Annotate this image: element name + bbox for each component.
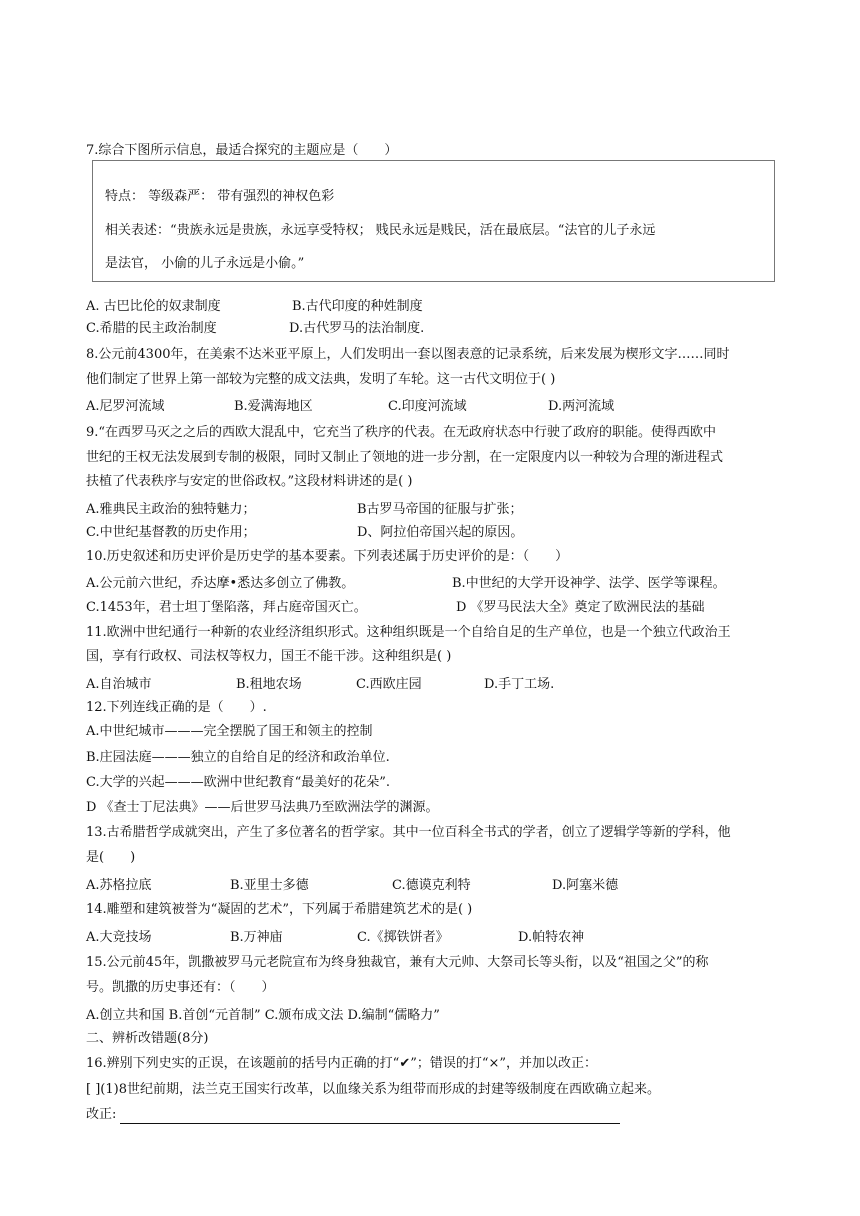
q9-option-a: A.雅典民主政治的独特魅力； <box>86 502 256 517</box>
q16-item-1: [ ](1)8世纪前期，法兰克王国实行改革，以血缘关系为组带而形成的封建等级制度在西欧确立起来。 <box>86 1082 660 1097</box>
q14-stem: 14.雕塑和建筑被誉为“凝固的艺术”，下列属于希腊建筑艺术的是( ) <box>86 902 473 917</box>
q11-option-d: D.手丁工场. <box>484 677 555 692</box>
q14-option-a: A.大竞技场 <box>86 930 152 945</box>
q12-option-d: D 《查士丁尼法典》——后世罗马法典乃至欧洲法学的渊源。 <box>86 800 439 815</box>
q12-stem: 12.下列连线正确的是（ ）. <box>86 700 267 715</box>
q10-option-c: C.1453年，君士坦丁堡陷落，拜占庭帝国灭亡。 <box>86 600 367 615</box>
q7-box-line3: 是法官， 小偷的儿子永远是小偷。” <box>105 256 305 271</box>
q7-option-c: C.希腊的民主政治制度 <box>86 321 217 336</box>
q7-box-line1: 特点： 等级森严： 带有强烈的神权色彩 <box>105 189 335 204</box>
q9-line2: 世纪的王权无法发展到专制的极限，同时又制止了领地的进一步分割，在一定限度内以一种较为合理的渐进程式 <box>86 450 724 465</box>
q11-option-a: A.自治城市 <box>86 677 152 692</box>
q14-option-d: D.帕特农神 <box>518 930 585 945</box>
q8-line2: 他们制定了世界上第一部较为完整的成文法典，发明了车轮。这一古代文明位于( ) <box>86 372 556 387</box>
q13-option-d: D.阿塞米德 <box>552 878 619 893</box>
q8-option-b: B.爱满海地区 <box>234 399 313 414</box>
q11-line2: 国，享有行政权、司法权等权力，国王不能干涉。这种组织是( ) <box>86 649 452 664</box>
q8-line1: 8.公元前4300年，在美索不达米亚平原上，人们发明出一套以图表意的记录系统，后来发展为楔形文字……同时 <box>86 347 730 362</box>
q9-option-b: B古罗马帝国的征服与扩张； <box>357 502 523 517</box>
q12-option-b: B.庄园法庭———独立的自给自足的经济和政治单位. <box>86 750 390 765</box>
q12-option-a: A.中世纪城市———完全摆脱了国王和领主的控制 <box>86 724 373 739</box>
q13-option-a: A.苏格拉底 <box>86 878 152 893</box>
q15-options: A.创立共和国 B.首创“元首制” C.颁布成文法 D.编制“儒略力” <box>86 1008 440 1023</box>
section2-heading: 二、辨析改错题(8分) <box>86 1031 209 1046</box>
q15-line2: 号。凯撒的历史事还有：（ ） <box>86 980 275 995</box>
q11-line1: 11.欧洲中世纪通行一种新的农业经济组织形式。这种组织既是一个自给自足的生产单位，也是一个独立代政治王 <box>86 625 731 640</box>
q9-option-d: D、阿拉伯帝国兴起的原因。 <box>357 525 524 540</box>
q7-option-b: B.古代印度的种姓制度 <box>292 299 423 314</box>
q12-option-c: C.大学的兴起———欧洲中世纪教育“最美好的花朵”. <box>86 775 391 790</box>
q9-option-c: C.中世纪基督教的历史作用； <box>86 525 256 540</box>
q13-line2: 是( ) <box>86 850 136 865</box>
correction-answer-line[interactable] <box>120 1123 620 1124</box>
q10-option-a: A.公元前六世纪，乔达摩•悉达多创立了佛教。 <box>86 576 355 591</box>
q13-option-c: C.德谟克利特 <box>392 878 471 893</box>
q7-option-a: A. 古巴比伦的奴隶制度 <box>86 299 221 314</box>
q7-box-line2: 相关表述：“贵族永远是贵族，永远享受特权； 贱民永远是贱民，活在最底层。“法官的儿子永远 <box>105 223 656 238</box>
q8-option-a: A.尼罗河流域 <box>86 399 165 414</box>
q7-info-box <box>92 160 775 282</box>
q14-option-c: C.《掷铁饼者》 <box>357 930 449 945</box>
q7-stem: 7.综合下图所示信息，最适合探究的主题应是（ ） <box>86 143 398 158</box>
q8-option-c: C.印度河流域 <box>388 399 467 414</box>
correction-label: 改正: <box>86 1107 117 1122</box>
q10-option-d: D 《罗马民法大全》奠定了欧洲民法的基础 <box>456 600 705 615</box>
q11-option-b: B.租地农场 <box>236 677 302 692</box>
q7-option-d: D.古代罗马的法治制度. <box>289 321 425 336</box>
q10-option-b: B.中世纪的大学开设神学、法学、医学等课程。 <box>452 576 726 591</box>
q11-option-c: C.西欧庄园 <box>356 677 422 692</box>
q14-option-b: B.万神庙 <box>230 930 283 945</box>
q15-line1: 15.公元前45年，凯撒被罗马元老院宣布为终身独裁官，兼有大元帅、大祭司长等头衔，以及“祖国之父”的称 <box>86 955 709 970</box>
q9-line3: 扶植了代表秩序与安定的世俗政权。”这段材料讲述的是( ) <box>86 474 413 489</box>
q10-stem: 10.历史叙述和历史评价是历史学的基本要素。下列表述属于历史评价的是：（ ） <box>86 549 569 564</box>
q9-line1: 9.“在西罗马灭之之后的西欧大混乱中，它充当了秩序的代表。在无政府状态中行驶了政府的职能。使得西欧中 <box>86 425 717 440</box>
q16-stem: 16.辨别下列史实的正误，在该题前的括号内正确的打“✔”；错误的打“×”，并加以改正： <box>86 1056 598 1071</box>
q13-line1: 13.古希腊哲学成就突出，产生了多位著名的哲学家。其中一位百科全书式的学者，创立了逻辑学等新的学科，他 <box>86 825 731 840</box>
q13-option-b: B.亚里士多德 <box>230 878 309 893</box>
q8-option-d: D.两河流域 <box>548 399 615 414</box>
